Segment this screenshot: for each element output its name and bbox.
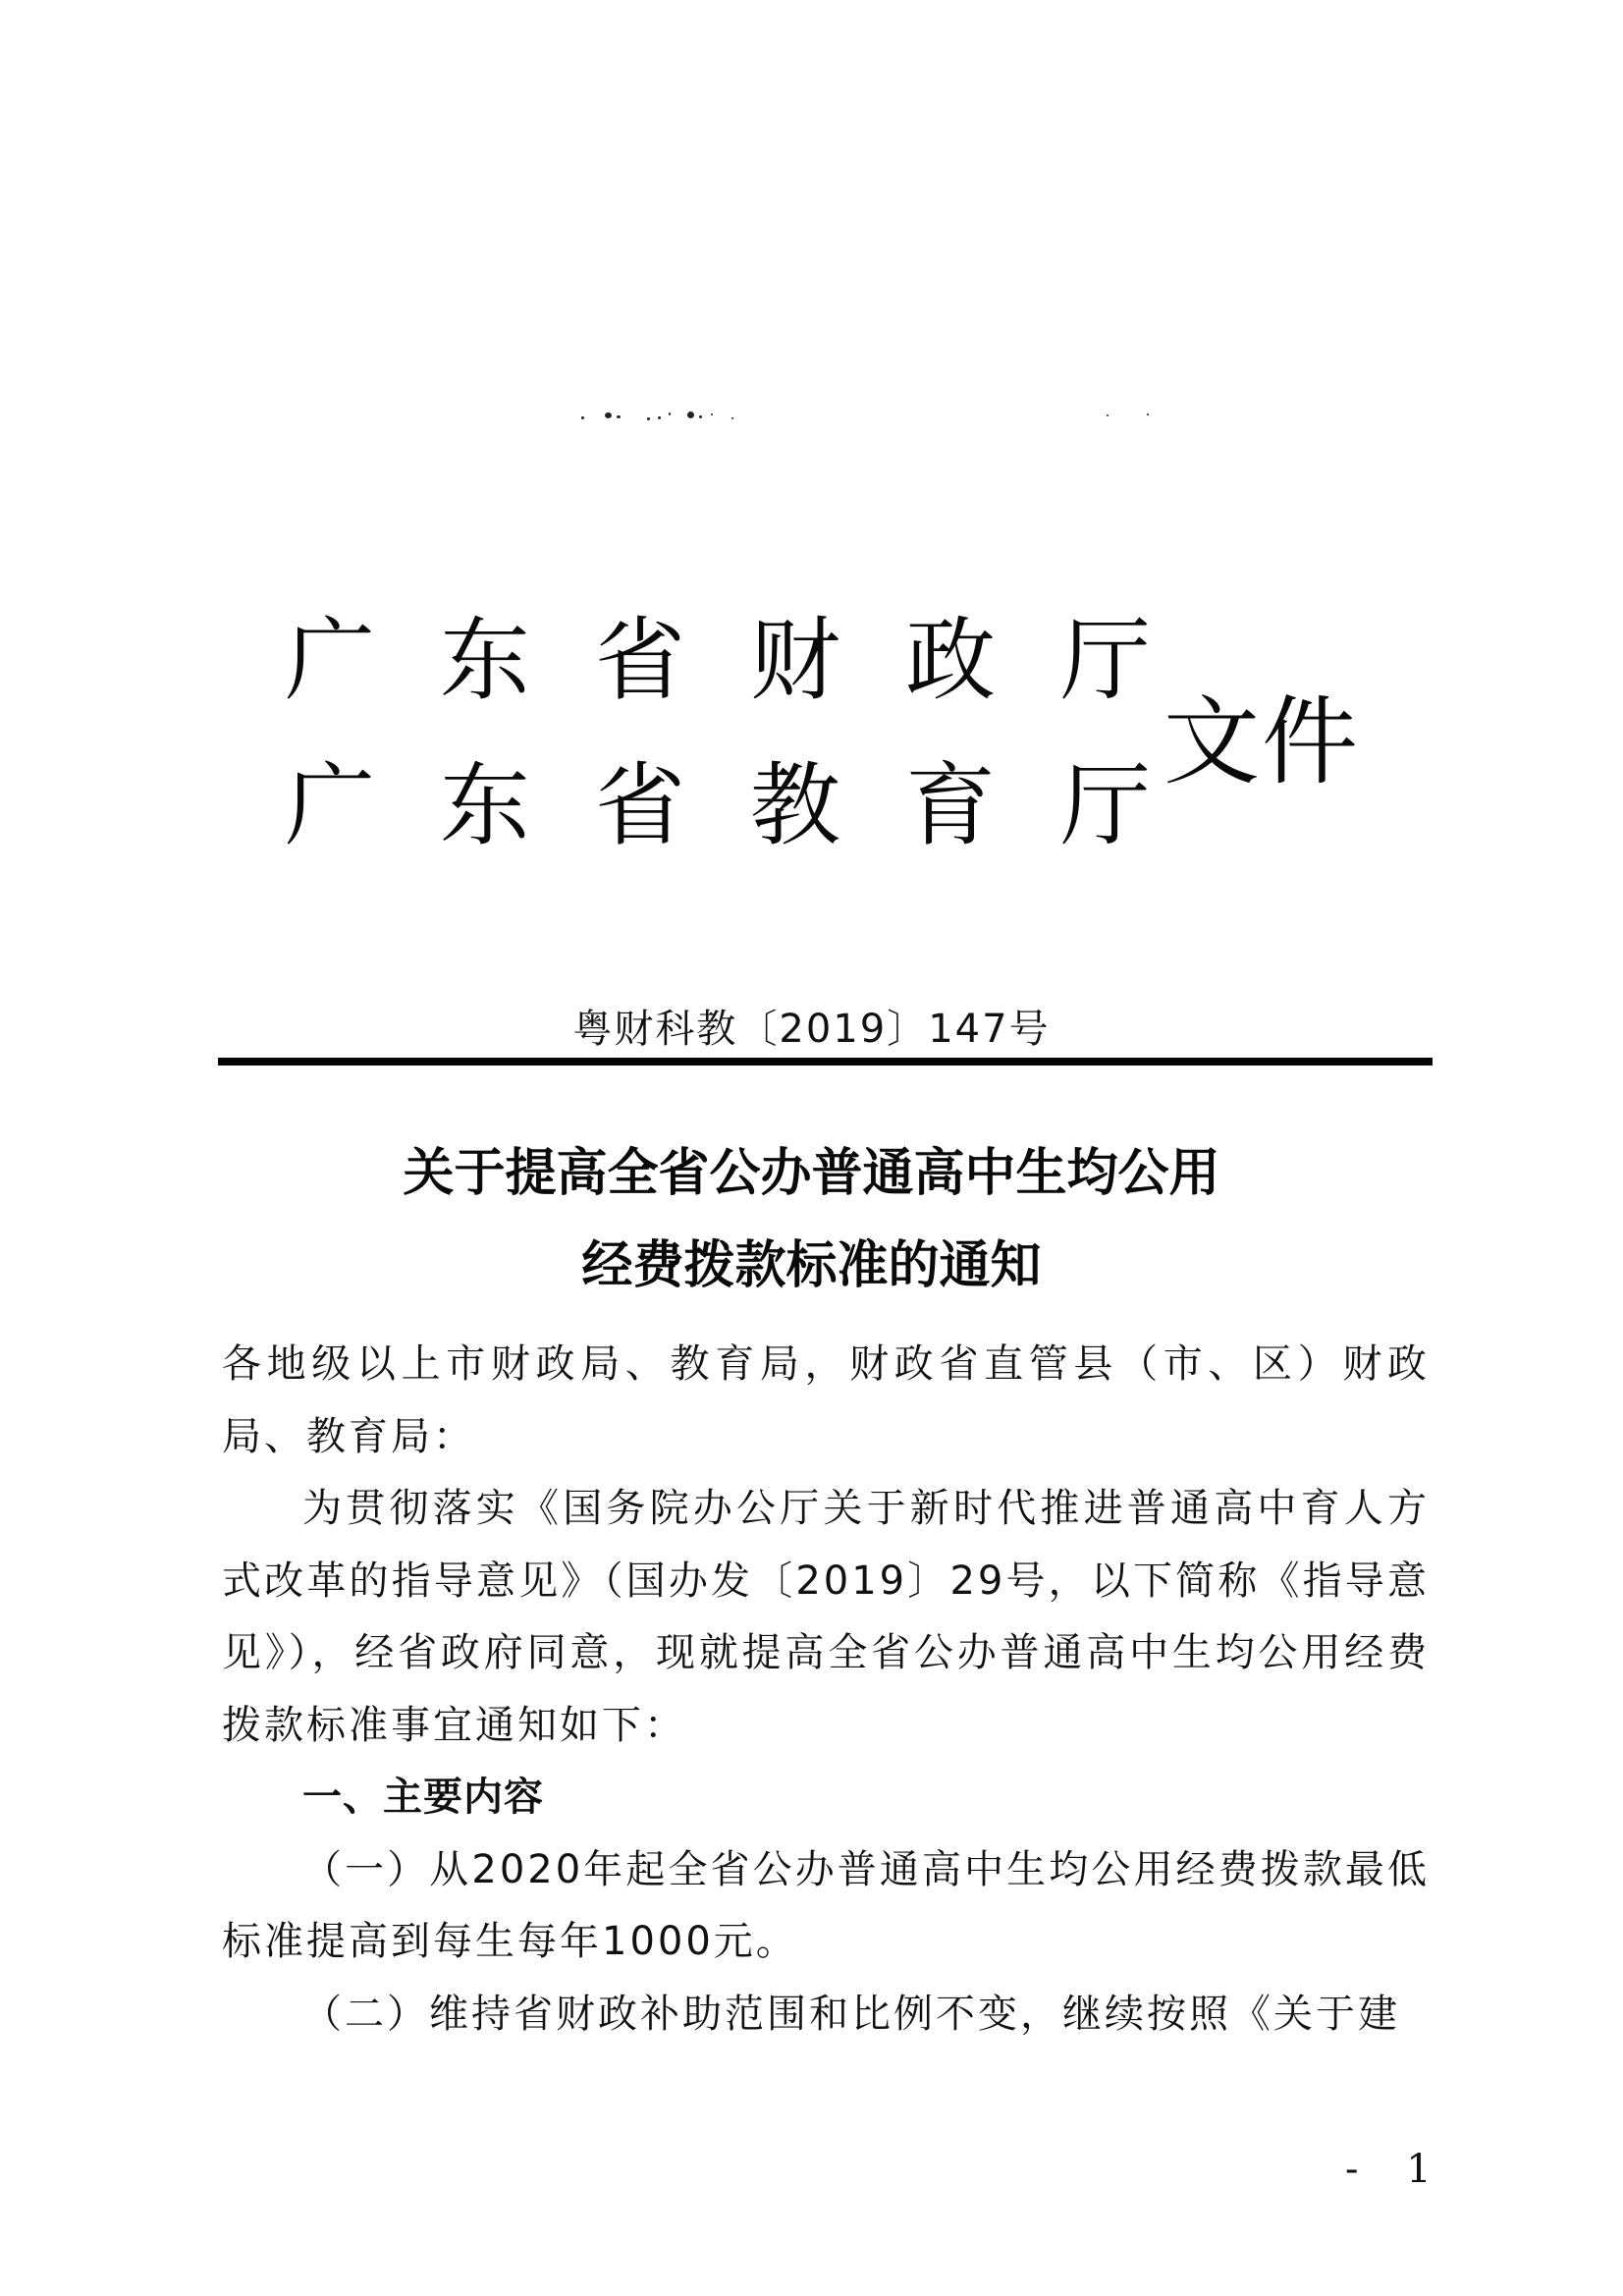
scan-speck [617,415,621,418]
list-item: （二）维持省财政补助范围和比例不变，继续按照《关于建 [302,1991,1400,2037]
title-line-2: 经费拨款标准的通知 [581,1236,1042,1295]
issuing-authority-header [285,604,1384,879]
section-heading: 一、主要内容 [302,1775,544,1820]
addressee: 各地级以上市财政局、教育局，财政省直管县（市、区）财政局、教育局： [222,1341,1430,1459]
document-body [222,1329,1430,2050]
scan-speck [1147,413,1149,415]
header-separator-rule [218,1058,1433,1066]
document-title [0,1127,1623,1312]
scan-speck [711,413,713,415]
issuer-education-department: 广东省教育厅 [285,753,1217,858]
issuer-finance-department: 广东省财政厅 [285,608,1217,713]
document-label: 文件 [1163,686,1361,798]
scan-speck [687,411,694,418]
title-line-1: 关于提高全省公办普通高中生均公用 [403,1144,1220,1203]
scan-speck [581,416,584,419]
scan-speck [658,416,661,419]
document-number: 粤财科教〔2019〕147号 [572,1007,1051,1052]
body-paragraph: 为贯彻落实《国务院办公厅关于新时代推进普通高中育人方式改革的指导意见》（国办发〔2019〕29号，以下简称《指导意见》），经省政府同意，现就提高全省公办普通高中生均公用经费拨款标准事宜通知如下： [222,1486,1430,1748]
scan-speck [731,417,733,419]
scan-speck [605,412,612,418]
scan-speck [669,412,671,415]
scan-speck [699,415,702,418]
list-item: （一）从2020年起全省公办普通高中生均公用经费拨款最低标准提高到每生每年1000元。 [222,1846,1430,1964]
scan-speck [1107,414,1109,416]
page-number: - 1 [1345,2147,1449,2192]
scan-speck [647,417,650,420]
